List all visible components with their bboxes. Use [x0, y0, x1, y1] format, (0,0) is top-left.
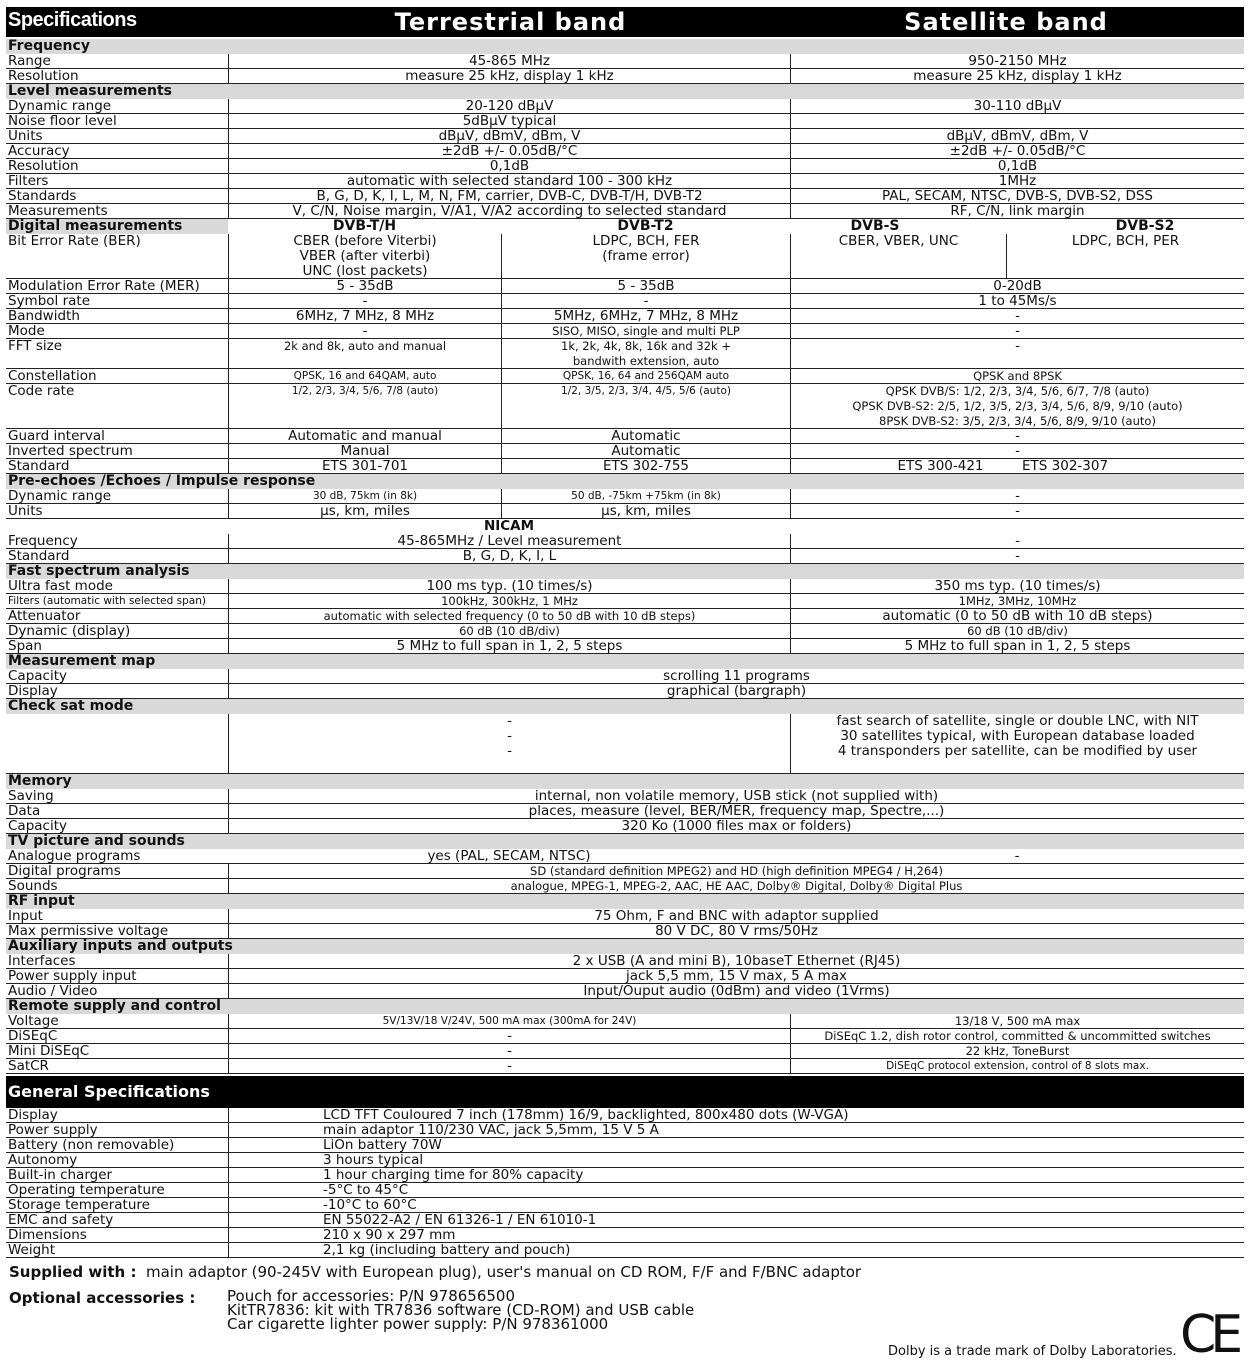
value: SD (standard definition MPEG2) and HD (high definition MPEG4 / H,264): [228, 864, 1244, 878]
spec-row: [6, 69, 1244, 84]
sat-value: 22 kHz, ToneBurst: [790, 1044, 1244, 1058]
value: 80 V DC, 80 V rms/50Hz: [228, 924, 1244, 938]
section-title: Level measurements: [8, 84, 173, 99]
sat-value: -: [1014, 849, 1020, 863]
terr-value: 60 dB (10 dB/div): [228, 624, 790, 638]
value: analogue, MPEG-1, MPEG-2, AAC, HE AAC, Dolby® Digital, Dolby® Digital Plus: [228, 879, 1244, 893]
spec-row: [6, 189, 1244, 204]
spec-row: [6, 174, 1244, 189]
dolby-trademark: Dolby is a trade mark of Dolby Laboratories.: [888, 1344, 1177, 1359]
col-dvbt2: DVB-T2: [617, 219, 674, 234]
section-echoes: [6, 474, 1244, 489]
section-general: General Specifications: [6, 1076, 1244, 1108]
spec-row: [6, 99, 1244, 114]
terr-value: 100kHz, 300kHz, 1 MHz: [228, 594, 790, 608]
value: LiOn battery 70W: [228, 1138, 1244, 1152]
terr-value: 100 ms typ. (10 times/s): [228, 579, 790, 593]
accessory-item: Pouch for accessories: P/N 978656500: [227, 1287, 516, 1305]
row-label: Input: [8, 909, 43, 923]
terr-value: measure 25 kHz, display 1 kHz: [228, 69, 790, 83]
row-label: Units: [8, 504, 43, 518]
t2-value: µs, km, miles: [501, 504, 790, 518]
spec-row: [6, 609, 1244, 624]
spec-row: [6, 1153, 1244, 1168]
section-remote: [6, 999, 1244, 1014]
spec-row: [6, 819, 1244, 834]
spec-row: [6, 279, 1244, 294]
section-title: Fast spectrum analysis: [8, 564, 190, 579]
row-label: Mode: [8, 324, 45, 338]
sat-value: -: [790, 309, 1244, 323]
value: 75 Ohm, F and BNC with adaptor supplied: [228, 909, 1244, 923]
section-aux: [6, 939, 1244, 954]
t2-value: [501, 234, 790, 278]
sat-value: 13/18 V, 500 mA max: [790, 1014, 1244, 1028]
terr-value: 0,1dB: [228, 159, 790, 173]
row-label: Standard: [8, 549, 70, 563]
row-label: Display: [8, 1108, 58, 1122]
row-label: Guard interval: [8, 429, 105, 443]
terr-value: ±2dB +/- 0.05dB/°C: [228, 144, 790, 158]
row-label: Resolution: [8, 69, 79, 83]
row-label: Filters (automatic with selected span): [8, 595, 206, 607]
row-label: Dynamic range: [8, 489, 112, 503]
row-label: Mini DiSEqC: [8, 1044, 90, 1058]
accessory-item: KitTR7836: kit with TR7836 software (CD-ROM) and USB cable: [227, 1301, 695, 1319]
spec-row: [6, 1059, 1244, 1074]
spec-row: [6, 444, 1244, 459]
terr-value: 20-120 dBµV: [228, 99, 790, 113]
section-check: [6, 699, 1244, 714]
sat-value: 0,1dB: [790, 159, 1244, 173]
code-line: 8PSK DVB-S2: 3/5, 2/3, 3/4, 5/6, 8/9, 9/10 (auto): [879, 414, 1156, 428]
sat-value: 950-2150 MHz: [790, 54, 1244, 68]
col-dvbs2: DVB-S2: [1115, 219, 1175, 234]
sat-value: -: [790, 504, 1244, 518]
row-label: Weight: [8, 1243, 56, 1257]
value: internal, non volatile memory, USB stick (not supplied with): [228, 789, 1244, 803]
spec-row: [6, 234, 1244, 279]
code-line: QPSK DVB/S: 1/2, 2/3, 3/4, 5/6, 6/7, 7/8 (auto): [885, 384, 1150, 398]
row-label: Sounds: [8, 879, 58, 893]
row-label: Modulation Error Rate (MER): [8, 279, 200, 293]
t2-value: Automatic: [501, 429, 790, 443]
spec-row: [6, 369, 1244, 384]
terr-value: 45-865 MHz: [228, 54, 790, 68]
ber-line: CBER (before Viterbi): [293, 234, 437, 249]
spec-row: [6, 489, 1244, 504]
row-label: Resolution: [8, 159, 79, 173]
row-label: Saving: [8, 789, 54, 803]
sat-value: DiSEqC protocol extension, control of 8 slots max.: [790, 1059, 1244, 1073]
sat-value: 1MHz, 3MHz, 10MHz: [790, 594, 1244, 608]
terr-value: -: [228, 294, 501, 308]
spec-row: [6, 339, 1244, 369]
terr-value: µs, km, miles: [228, 504, 501, 518]
terr-value: Manual: [228, 444, 501, 458]
row-label: Span: [8, 639, 42, 653]
section-title: RF input: [8, 894, 75, 909]
optional-accessories: [227, 1289, 694, 1331]
check-line: -: [507, 728, 512, 744]
row-label: Standard: [8, 459, 70, 473]
value: places, measure (level, BER/MER, frequency map, Spectre,...): [228, 804, 1244, 818]
row-label: Measurements: [8, 204, 108, 218]
t2-value: SISO, MISO, single and multi PLP: [501, 324, 790, 338]
optional-label: Optional accessories :: [9, 1289, 196, 1307]
terr-value: automatic with selected frequency (0 to 50 dB with 10 dB steps): [228, 609, 790, 623]
value: scrolling 11 programs: [228, 669, 1244, 683]
terr-value: yes (PAL, SECAM, NTSC): [427, 849, 591, 863]
value: 2,1 kg (including battery and pouch): [228, 1243, 1244, 1257]
section-digital: [6, 219, 1244, 234]
spec-row: [6, 504, 1244, 519]
sat-value: -: [790, 444, 1244, 458]
accessory-item: Car cigarette lighter power supply: P/N 978361000: [227, 1315, 609, 1333]
sat-value: [790, 114, 1244, 128]
section-title: Measurement map: [8, 654, 156, 669]
spec-row: [6, 1108, 1244, 1123]
fft-line: bandwith extension, auto: [572, 354, 720, 368]
spec-row: [6, 1168, 1244, 1183]
spec-row: [6, 789, 1244, 804]
spec-row: [6, 204, 1244, 219]
sat-value: 1MHz: [790, 174, 1244, 188]
section-title: Memory: [8, 774, 72, 789]
spec-row: [6, 429, 1244, 444]
row-label: Max permissive voltage: [8, 924, 169, 938]
row-label: Voltage: [8, 1014, 59, 1028]
row-label: Digital programs: [8, 864, 121, 878]
row-label: Interfaces: [8, 954, 76, 968]
section-rf: [6, 894, 1244, 909]
spec-row: [6, 129, 1244, 144]
fft-line: 1k, 2k, 4k, 8k, 16k and 32k +: [561, 339, 731, 353]
spec-row: [6, 864, 1244, 879]
spec-row: [6, 594, 1244, 609]
row-label: Frequency: [8, 534, 78, 548]
spec-row: [6, 1029, 1244, 1044]
row-label: Accuracy: [8, 144, 70, 158]
check-line: fast search of satellite, single or double LNC, with NIT: [836, 714, 1199, 729]
section-title: Digital measurements: [8, 219, 183, 234]
terr-value: Automatic and manual: [228, 429, 501, 443]
terr-value: 1/2, 2/3, 3/4, 5/6, 7/8 (auto): [228, 384, 501, 428]
row-label: Constellation: [8, 369, 97, 383]
sat-value: 5 MHz to full span in 1, 2, 5 steps: [790, 639, 1244, 653]
section-title: NICAM: [483, 519, 535, 534]
value: jack 5,5 mm, 15 V max, 5 A max: [228, 969, 1244, 983]
ber-line: LDPC, BCH, FER: [592, 234, 700, 249]
spec-header: [6, 7, 1244, 37]
spec-row: [6, 1183, 1244, 1198]
spec-row: [6, 579, 1244, 594]
terr-value: 5 MHz to full span in 1, 2, 5 steps: [228, 639, 790, 653]
t2-value: 50 dB, -75km +75km (in 8k): [501, 489, 790, 503]
sat-value: ETS 300-421: [790, 459, 1090, 473]
sat-value: 1 to 45Ms/s: [790, 294, 1244, 308]
row-label: FFT size: [8, 339, 63, 354]
satellite-title: Satellite band: [904, 8, 1108, 36]
sat-value: 350 ms typ. (10 times/s): [790, 579, 1244, 593]
row-label: Symbol rate: [8, 294, 91, 308]
terr-value: [228, 714, 790, 773]
spec-row: [6, 624, 1244, 639]
row-label: Attenuator: [8, 609, 81, 623]
sat-value: [790, 384, 1244, 428]
t2-value: Automatic: [501, 444, 790, 458]
t2-value: -: [501, 294, 790, 308]
row-label: EMC and safety: [8, 1213, 114, 1227]
sat2-value: ETS 302-307: [1022, 459, 1109, 473]
section-frequency: [6, 39, 1244, 54]
value: Input/Ouput audio (0dBm) and video (1Vrms): [228, 984, 1244, 998]
row-label: Audio / Video: [8, 984, 98, 998]
value: 210 x 90 x 297 mm: [228, 1228, 1244, 1242]
row-label: Ultra fast mode: [8, 579, 113, 593]
spec-row: [6, 849, 1244, 864]
terr-value: -: [228, 1044, 790, 1058]
section-title: Frequency: [8, 39, 90, 54]
row-label: Power supply: [8, 1123, 98, 1137]
supplied-label: Supplied with :: [9, 1263, 137, 1281]
value: 1 hour charging time for 80% capacity: [228, 1168, 1244, 1182]
row-label: Capacity: [8, 669, 67, 683]
sat-value: -: [790, 489, 1244, 503]
spec-row: [6, 804, 1244, 819]
t2-value: 1/2, 3/5, 2/3, 3/4, 4/5, 5/6 (auto): [501, 384, 790, 428]
check-line: 4 transponders per satellite, can be modified by user: [837, 743, 1198, 759]
spec-row: [6, 324, 1244, 339]
row-label: Data: [8, 804, 41, 818]
value: -5°C to 45°C: [228, 1183, 1244, 1197]
value: graphical (bargraph): [228, 684, 1244, 698]
terr-value: QPSK, 16 and 64QAM, auto: [228, 369, 501, 383]
spec-row: [6, 909, 1244, 924]
spec-row: [6, 684, 1244, 699]
value: LCD TFT Couloured 7 inch (178mm) 16/9, backlighted, 800x480 dots (W-VGA): [228, 1108, 1244, 1122]
terr-value: 5dBµV typical: [228, 114, 790, 128]
section-title: Check sat mode: [8, 699, 134, 714]
sat-value: 30-110 dBµV: [790, 99, 1244, 113]
section-map: [6, 654, 1244, 669]
terrestrial-title: Terrestrial band: [394, 8, 627, 36]
spec-row: [6, 1123, 1244, 1138]
ber-line: VBER (after viterbi): [299, 248, 431, 264]
terr-value: automatic with selected standard 100 - 300 kHz: [228, 174, 790, 188]
row-label: Range: [8, 54, 51, 68]
sat-value: -: [790, 429, 1244, 443]
section-nicam: [6, 519, 1244, 534]
section-fast: [6, 564, 1244, 579]
row-label: Capacity: [8, 819, 67, 833]
ber-line: UNC (lost packets): [302, 263, 428, 278]
terr-value: -: [228, 1059, 790, 1073]
row-label: Bandwidth: [8, 309, 80, 323]
row-label: Units: [8, 129, 43, 143]
sat2-value: LDPC, BCH, PER: [1006, 234, 1244, 278]
sat-value: -: [790, 549, 1244, 563]
spec-row: [6, 879, 1244, 894]
spec-table: [6, 7, 1244, 1258]
row-label: Noise floor level: [8, 114, 117, 128]
spec-row: [6, 1044, 1244, 1059]
col-dvbs: DVB-S: [850, 219, 900, 234]
sat-value: 0-20dB: [790, 279, 1244, 293]
sat-value: measure 25 kHz, display 1 kHz: [790, 69, 1244, 83]
spec-row: [6, 534, 1244, 549]
sat-value: PAL, SECAM, NTSC, DVB-S, DVB-S2, DSS: [790, 189, 1244, 203]
terr-value: B, G, D, K, I, L: [228, 549, 790, 563]
value: EN 55022-A2 / EN 61326-1 / EN 61010-1: [228, 1213, 1244, 1227]
row-label: Code rate: [8, 384, 75, 399]
spec-row: [6, 384, 1244, 429]
terr-value: 5V/13V/18 V/24V, 500 mA max (300mA for 24V): [228, 1014, 790, 1028]
terr-value: 30 dB, 75km (in 8k): [228, 489, 501, 503]
spec-row: [6, 1198, 1244, 1213]
supplied-with: [9, 1263, 861, 1281]
sat-value: -: [790, 339, 1244, 368]
spec-row: [6, 1243, 1244, 1258]
spec-row: [6, 714, 1244, 774]
sat-value: 60 dB (10 dB/div): [790, 624, 1244, 638]
spec-row: [6, 669, 1244, 684]
sat-value: -: [790, 324, 1244, 338]
spec-row: [6, 1213, 1244, 1228]
spec-row: [6, 924, 1244, 939]
terr-value: 6MHz, 7 MHz, 8 MHz: [228, 309, 501, 323]
terr-value: B, G, D, K, I, L, M, N, FM, carrier, DVB-C, DVB-T/H, DVB-T2: [228, 189, 790, 203]
row-label: Autonomy: [8, 1153, 78, 1167]
sat-value: ±2dB +/- 0.05dB/°C: [790, 144, 1244, 158]
check-line: -: [507, 714, 512, 729]
sat-value: CBER, VBER, UNC: [790, 234, 1006, 278]
row-label: Battery (non removable): [8, 1138, 175, 1152]
spec-row: [6, 549, 1244, 564]
spec-row: [6, 159, 1244, 174]
optional-accessories-label: [9, 1289, 195, 1307]
supplied-text: main adaptor (90-245V with European plug), user's manual on CD ROM, F/F and F/BNC adaptor: [146, 1263, 862, 1281]
spec-row: [6, 1228, 1244, 1243]
check-line: 30 satellites typical, with European database loaded: [840, 728, 1195, 744]
terr-value: ETS 301-701: [228, 459, 501, 473]
spec-row: [6, 114, 1244, 129]
ce-mark: CE: [1180, 1305, 1238, 1365]
sat-value: dBµV, dBmV, dBm, V: [790, 129, 1244, 143]
spec-row: [6, 309, 1244, 324]
row-label: Storage temperature: [8, 1198, 150, 1212]
spec-row: [6, 144, 1244, 159]
spec-row: [6, 954, 1244, 969]
spec-row: [6, 639, 1244, 654]
terr-value: dBµV, dBmV, dBm, V: [228, 129, 790, 143]
row-label: Display: [8, 684, 58, 698]
row-label: DiSEqC: [8, 1029, 58, 1043]
row-label: Operating temperature: [8, 1183, 165, 1197]
t2-value: [501, 339, 790, 368]
spec-row: [6, 1014, 1244, 1029]
row-label: Analogue programs: [8, 849, 141, 863]
spec-row: [6, 54, 1244, 69]
section-title: TV picture and sounds: [8, 834, 185, 849]
specs-title: Specifications: [8, 9, 137, 31]
value: 2 x USB (A and mini B), 10baseT Ethernet (RJ45): [228, 954, 1244, 968]
spec-row: [6, 294, 1244, 309]
row-label: SatCR: [8, 1059, 49, 1073]
terr-value: 5 - 35dB: [228, 279, 501, 293]
value: 3 hours typical: [228, 1153, 1244, 1167]
terr-value: [228, 234, 501, 278]
section-title: Pre-echoes /Echoes / Impulse response: [8, 474, 316, 489]
spec-row: [6, 459, 1244, 474]
section-title: Auxiliary inputs and outputs: [8, 939, 233, 954]
ber-line: (frame error): [602, 248, 690, 264]
section-memory: [6, 774, 1244, 789]
section-tv: [6, 834, 1244, 849]
sat-value: -: [790, 534, 1244, 548]
row-label: Built-in charger: [8, 1168, 113, 1182]
value: -10°C to 60°C: [228, 1198, 1244, 1212]
section-title: Remote supply and control: [8, 999, 221, 1014]
sat-value: QPSK and 8PSK: [790, 369, 1244, 383]
row-label: Dimensions: [8, 1228, 87, 1242]
t2-value: 5MHz, 6MHz, 7 MHz, 8 MHz: [501, 309, 790, 323]
check-line: -: [507, 743, 512, 759]
terr-value: 2k and 8k, auto and manual: [228, 339, 501, 368]
terr-value: V, C/N, Noise margin, V/A1, V/A2 according to selected standard: [228, 204, 790, 218]
terr-value: -: [228, 1029, 790, 1043]
row-label: Bit Error Rate (BER): [8, 234, 141, 249]
general-rows: [6, 1108, 1244, 1258]
row-label: Dynamic (display): [8, 624, 131, 638]
row-label: Filters: [8, 174, 49, 188]
row-label: Standards: [8, 189, 77, 203]
row-label: Inverted spectrum: [8, 444, 133, 458]
t2-value: ETS 302-755: [501, 459, 790, 473]
spec-row: [6, 984, 1244, 999]
row-label: Power supply input: [8, 969, 137, 983]
section-level: [6, 84, 1244, 99]
sat-value: [790, 714, 1244, 773]
sat-value: RF, C/N, link margin: [790, 204, 1244, 218]
value: main adaptor 110/230 VAC, jack 5,5mm, 15 V 5 A: [228, 1123, 1244, 1137]
spec-row: [6, 969, 1244, 984]
col-dvbt: DVB-T/H: [332, 219, 397, 234]
spec-row: [6, 1138, 1244, 1153]
terr-value: -: [228, 324, 501, 338]
t2-value: 5 - 35dB: [501, 279, 790, 293]
value: 320 Ko (1000 files max or folders): [228, 819, 1244, 833]
row-label: Dynamic range: [8, 99, 112, 113]
t2-value: QPSK, 16, 64 and 256QAM auto: [501, 369, 790, 383]
code-line: QPSK DVB-S2: 2/5, 1/2, 3/5, 2/3, 3/4, 5/6, 8/9, 9/10 (auto): [852, 399, 1183, 413]
terr-value: 45-865MHz / Level measurement: [228, 534, 790, 548]
sat-value: automatic (0 to 50 dB with 10 dB steps): [790, 609, 1244, 623]
sat-value: DiSEqC 1.2, dish rotor control, committed & uncommitted switches: [790, 1029, 1244, 1043]
